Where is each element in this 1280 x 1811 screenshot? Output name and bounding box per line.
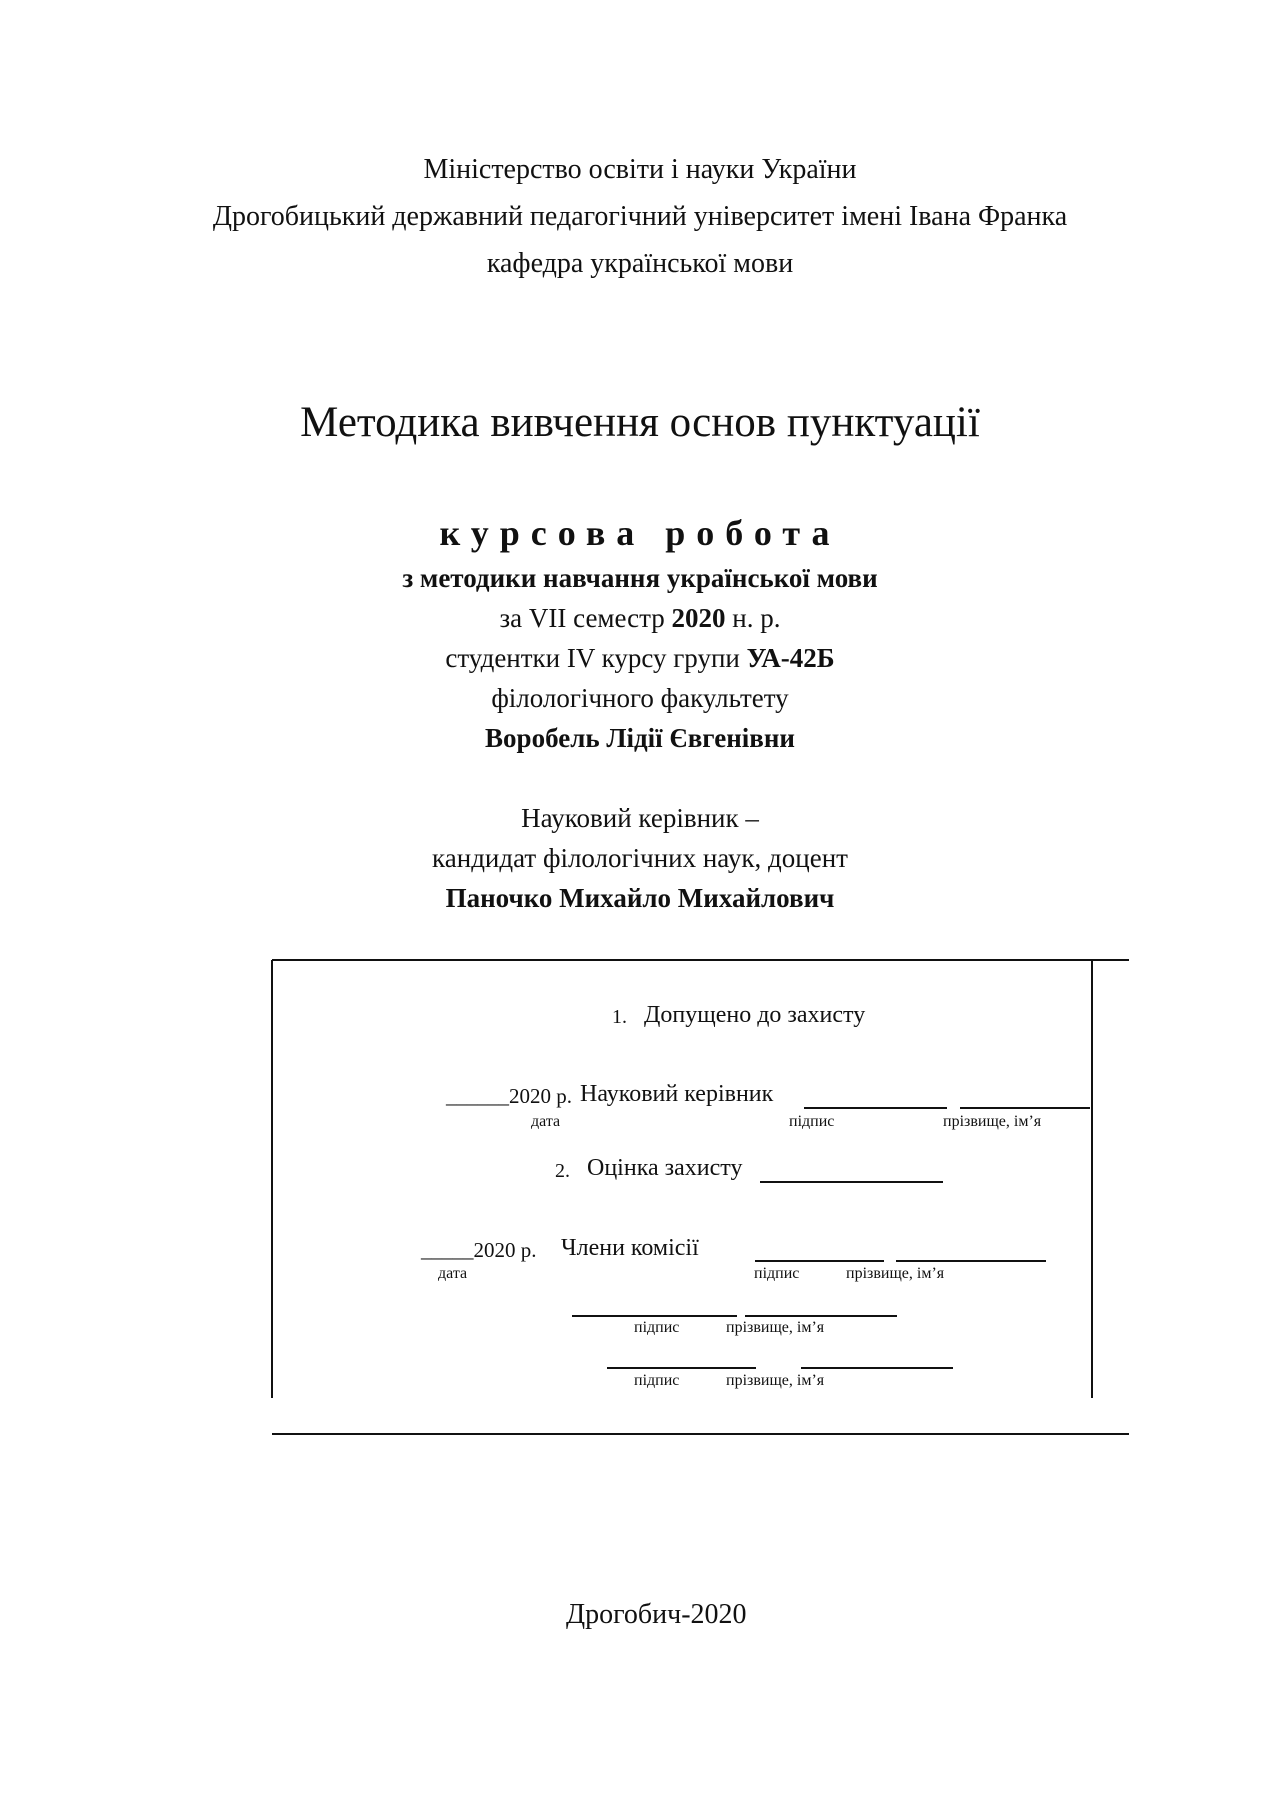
commission-name-line-3 [801,1367,953,1369]
caption-signature-2: підпис [754,1265,800,1282]
caption-signature-3: підпис [634,1319,680,1336]
group-code: УА-42Б [746,643,835,673]
work-subject: з методики навчання української мови [402,563,878,593]
city-year: Дрогобич-2020 [566,1599,747,1630]
item1-label: Допущено до захисту [644,1002,866,1028]
student-line [0,643,1280,674]
box-left-border [271,960,273,1398]
university-line: Дрогобицький державний педагогічний університет імені Івана Франка [212,201,1068,232]
caption-signature-4: підпис [634,1372,680,1389]
supervisor-name: Паночко Михайло Михайлович [445,883,835,913]
ministry-line: Міністерство освіти і науки України [423,154,857,185]
semester-suffix: н. р. [732,603,781,633]
supervisor-date: ______2020 р. [446,1084,572,1108]
commission-signature-line-3 [607,1367,756,1369]
department-line: кафедра української мови [486,248,794,279]
commission-name-line-2 [745,1315,897,1317]
box-top-border [272,959,1129,961]
student-prefix: студентки IV курсу групи [445,643,740,673]
semester-line [0,603,1280,634]
item1-number: 1. [612,1006,627,1028]
commission-signature-line-2 [572,1315,737,1317]
caption-name-2: прізвище, ім’я [846,1265,945,1282]
commission-name-line-1 [896,1260,1046,1262]
supervisor-name-line [960,1107,1090,1109]
supervisor-signature-line [804,1107,947,1109]
grade-line [760,1181,943,1183]
item2-label: Оцінка захисту [587,1155,743,1181]
semester-year: 2020 [671,603,726,633]
item2-number: 2. [555,1160,570,1182]
box-right-border [1091,960,1093,1398]
page-title: Методика вивчення основ пунктуації [300,399,980,446]
commission-label: Члени комісії [561,1235,699,1261]
student-name: Воробель Лідії Євгенівни [485,723,795,753]
caption-date-2: дата [438,1265,468,1282]
caption-name: прізвище, ім’я [943,1113,1042,1130]
supervisor-signature-label: Науковий керівник [580,1081,774,1107]
supervisor-degree: кандидат філологічних наук, доцент [432,843,848,873]
caption-signature: підпис [789,1113,835,1130]
supervisor-label: Науковий керівник – [521,803,759,833]
caption-name-3: прізвище, ім’я [726,1319,825,1336]
semester-prefix: за VII семестр [499,603,665,633]
work-kind: курсова робота [439,513,841,553]
box-bottom-border [272,1433,1129,1435]
caption-name-4: прізвище, ім’я [726,1372,825,1389]
commission-date: _____2020 р. [421,1238,537,1262]
commission-signature-line-1 [755,1260,884,1262]
faculty-line: філологічного факультету [491,683,789,713]
caption-date: дата [531,1113,561,1130]
